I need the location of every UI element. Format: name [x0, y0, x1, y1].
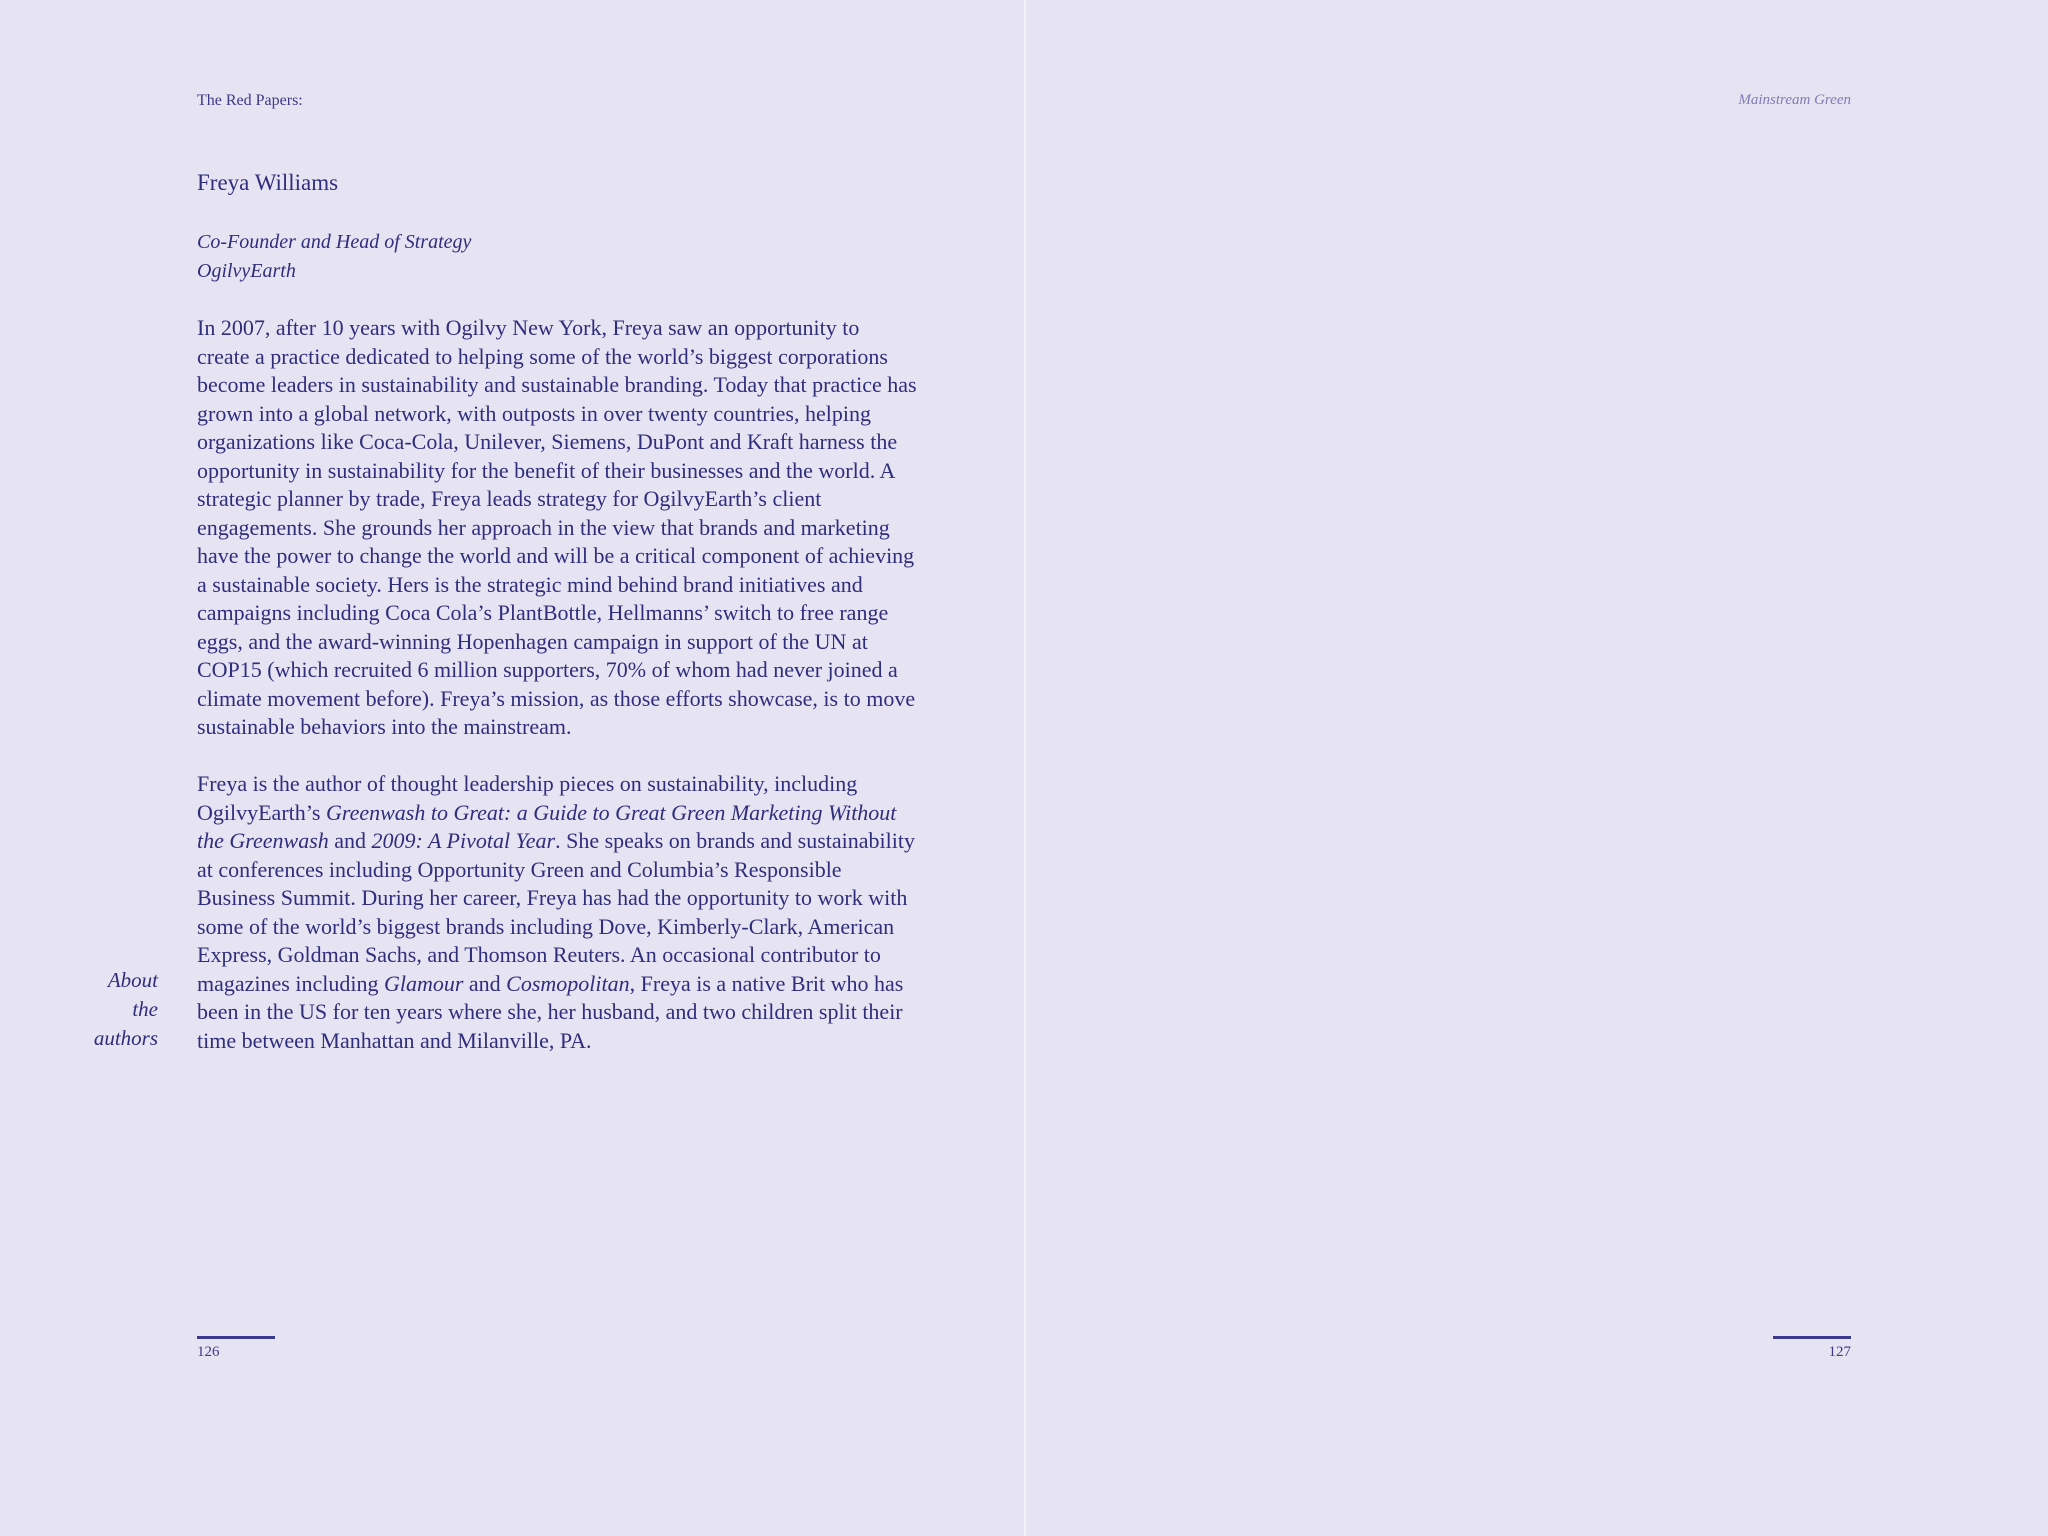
publication-title-pivotal-year: 2009: A Pivotal Year: [371, 828, 556, 853]
running-head-left: The Red Papers:: [197, 92, 303, 109]
folio-rule-left: [197, 1336, 275, 1339]
author-bio: [197, 314, 917, 1055]
bio-text-4: and: [463, 970, 507, 996]
page-number-left: 126: [197, 1344, 220, 1360]
section-side-label: [60, 966, 158, 1053]
magazine-title-cosmopolitan: Cosmopolitan: [506, 970, 630, 996]
author-name: Freya Williams: [197, 170, 339, 195]
side-label-line-2: the: [132, 997, 158, 1021]
running-head-right: Mainstream Green: [1738, 92, 1851, 108]
bio-text-3: . She speaks on brands and sustainability at conferences including Opportunity Green and Columbia’s Responsible Business Summit. During her career, Freya has had the opportunity to work with some of the world’s biggest brands including Dove, Kimberly-Clark, American Express, Goldman Sachs, and Thomson Reuters. An occasional contributor to magazines including: [197, 828, 916, 996]
bio-paragraph-2: [197, 770, 917, 1055]
bio-text-1: Freya is the author of thought leadership pieces on sustainability, including OgilvyEarth’s: [197, 771, 858, 825]
bio-text-2: and: [328, 828, 372, 853]
page-number-right: 127: [1828, 1344, 1851, 1360]
author-role: [197, 228, 471, 286]
bio-paragraph-1: In 2007, after 10 years with Ogilvy New York, Freya saw an opportunity to create a practice dedicated to helping some of the world’s biggest corporations become leaders in sustainability and sustainable branding. Today that practice has grown into a global network, with outposts in over twenty countries, helping organizations like Coca-Cola, Unilever, Siemens, DuPont and Kraft harness the opportunity in sustainability for the benefit of their businesses and the world. A strategic planner by trade, Freya leads strategy for OgilvyEarth’s client engagements. She grounds her approach in the view that brands and marketing have the power to change the world and will be a critical component of achieving a sustainable society. Hers is the strategic mind behind brand initiatives and campaigns including Coca Cola’s PlantBottle, Hellmanns’ switch to free range eggs, and the award-winning Hopenhagen campaign in support of the UN at COP15 (which recruited 6 million supporters, 70% of whom had never joined a climate movement before). Freya’s mission, as those efforts showcase, is to move sustainable behaviors into the mainstream.: [197, 315, 917, 739]
author-title: Co-Founder and Head of Strategy: [197, 231, 472, 253]
side-label-line-3: authors: [93, 1026, 158, 1050]
right-page: [1026, 0, 2048, 1536]
publication-title-greenwash: Greenwash to Great: a Guide to Great Green Marketing Without the Greenwash: [197, 799, 897, 853]
folio-rule-right: [1773, 1336, 1851, 1339]
author-company: OgilvyEarth: [197, 260, 296, 282]
magazine-title-glamour: Glamour: [383, 970, 464, 996]
side-label-line-1: About: [107, 968, 158, 992]
bio-text-5: , Freya is a native Brit who has been in the US for ten years where she, her husband, and two children split their time between Manhattan and Milanville, PA.: [197, 970, 904, 1053]
